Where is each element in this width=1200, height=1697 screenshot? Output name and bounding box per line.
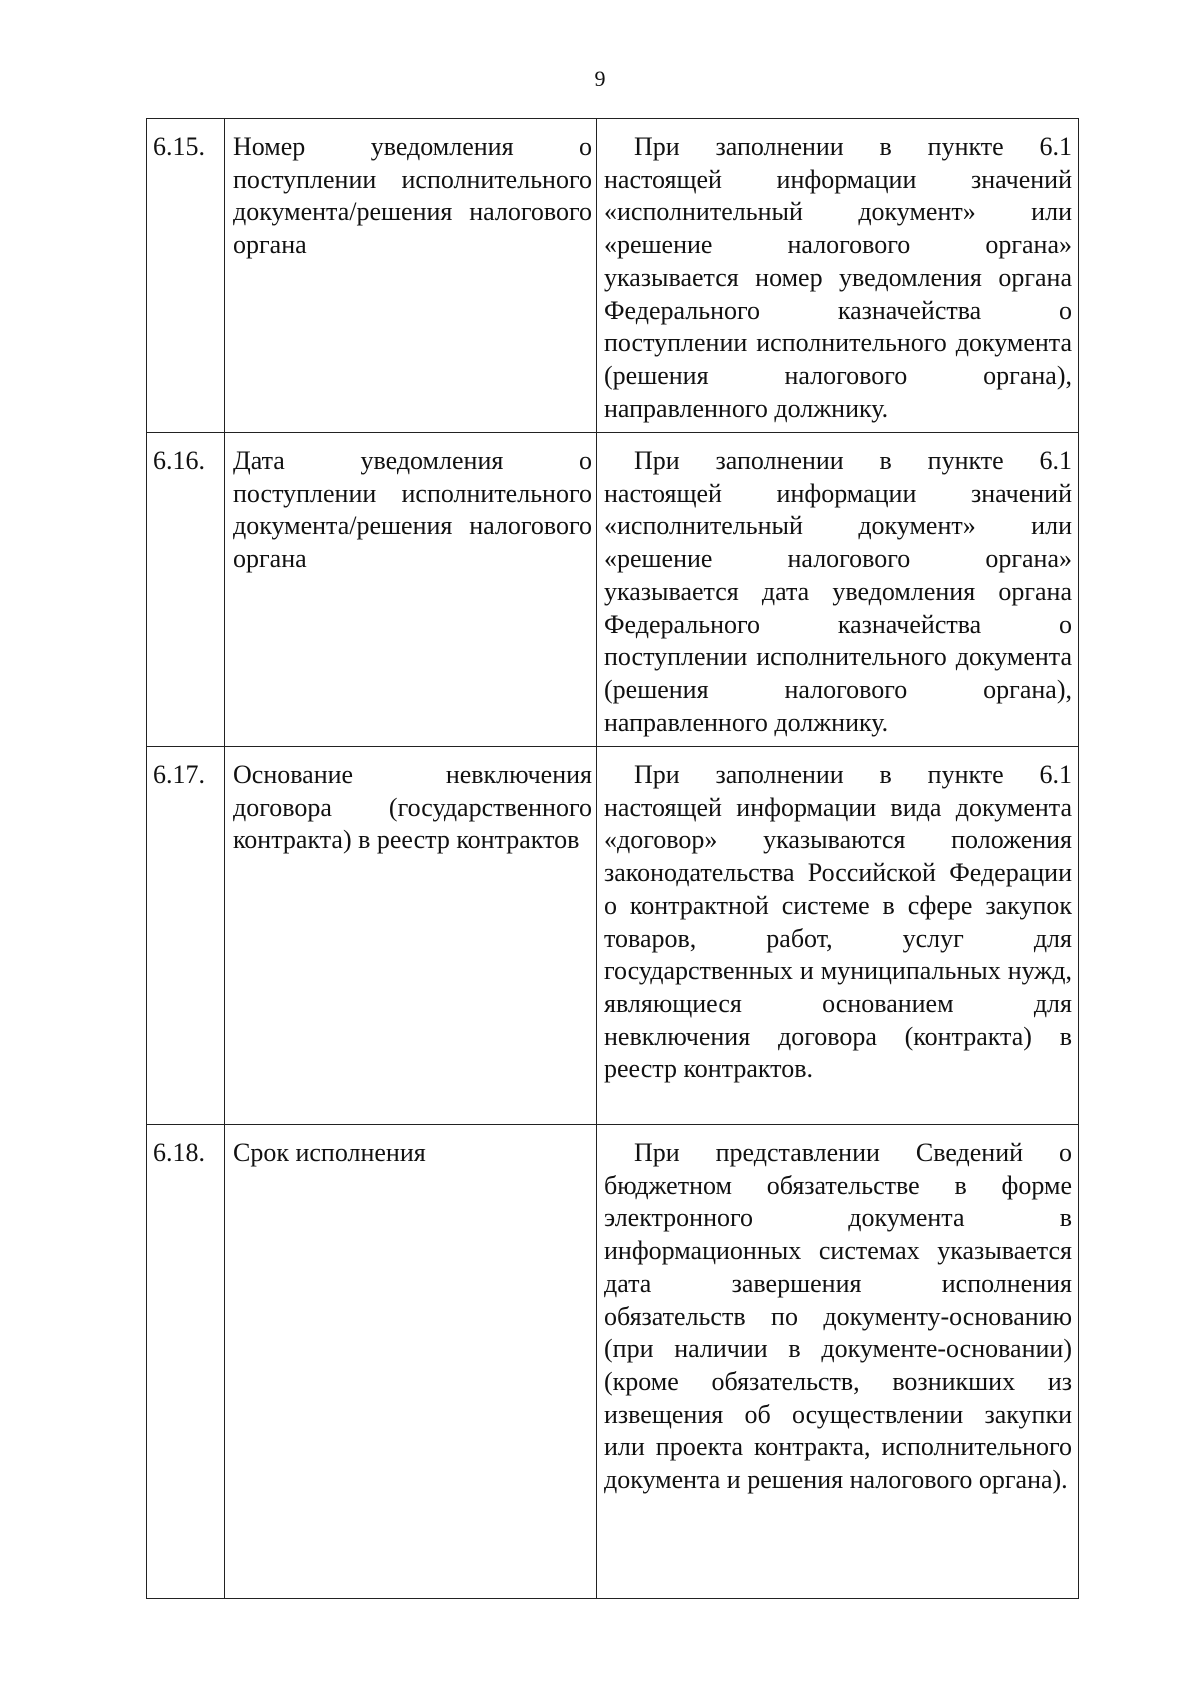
field-name-cell bbox=[225, 1125, 597, 1599]
table-row bbox=[147, 119, 1079, 433]
table-row bbox=[147, 747, 1079, 1125]
field-name: Срок исполнения bbox=[233, 1138, 426, 1167]
field-description-cell bbox=[597, 1125, 1079, 1599]
field-description-cell bbox=[597, 747, 1079, 1125]
field-description: При представлении Сведений о бюджетном обязательстве в форме электронного документа в информационных системах указывается дата завершения исполнения обязательств по документу-основанию (при наличии в документе-основании) (кроме обязательств, возникших из извещения об осуществлении закупки или проекта контракта, исполнительного документа и решения налогового органа). bbox=[604, 1138, 1072, 1495]
field-name-cell bbox=[225, 433, 597, 747]
field-name: Номер уведомления о поступлении исполнительного документа/решения налогового органа bbox=[233, 132, 592, 260]
field-description-cell bbox=[597, 433, 1079, 747]
row-number: 6.16. bbox=[147, 433, 225, 747]
field-description: При заполнении в пункте 6.1 настоящей информации вида документа «договор» указываются положения законодательства Российской Федерации о контрактной системе в сфере закупок товаров, работ, услуг для государственных и муниципальных нужд, являющиеся основанием для невключения договора (контракта) в реестр контрактов. bbox=[604, 760, 1072, 1084]
field-description: При заполнении в пункте 6.1 настоящей информации значений «исполнительный документ» или «решение налогового органа» указывается дата уведомления органа Федерального казначейства о поступлении исполнительного документа (решения налогового органа), направленного должнику. bbox=[604, 446, 1072, 737]
row-number: 6.17. bbox=[147, 747, 225, 1125]
specification-table bbox=[146, 118, 1079, 1599]
field-description: При заполнении в пункте 6.1 настоящей информации значений «исполнительный документ» или «решение налогового органа» указывается номер уведомления органа Федерального казначейства о поступлении исполнительного документа (решения налогового органа), направленного должнику. bbox=[604, 132, 1072, 423]
field-description-cell bbox=[597, 119, 1079, 433]
row-number: 6.15. bbox=[147, 119, 225, 433]
field-name: Основание невключения договора (государственного контракта) в реестр контрактов bbox=[233, 760, 592, 855]
field-name-cell bbox=[225, 747, 597, 1125]
field-name: Дата уведомления о поступлении исполнительного документа/решения налогового органа bbox=[233, 446, 592, 574]
table-row bbox=[147, 1125, 1079, 1599]
table-row bbox=[147, 433, 1079, 747]
row-number: 6.18. bbox=[147, 1125, 225, 1599]
field-name-cell bbox=[225, 119, 597, 433]
page-number: 9 bbox=[594, 66, 606, 91]
